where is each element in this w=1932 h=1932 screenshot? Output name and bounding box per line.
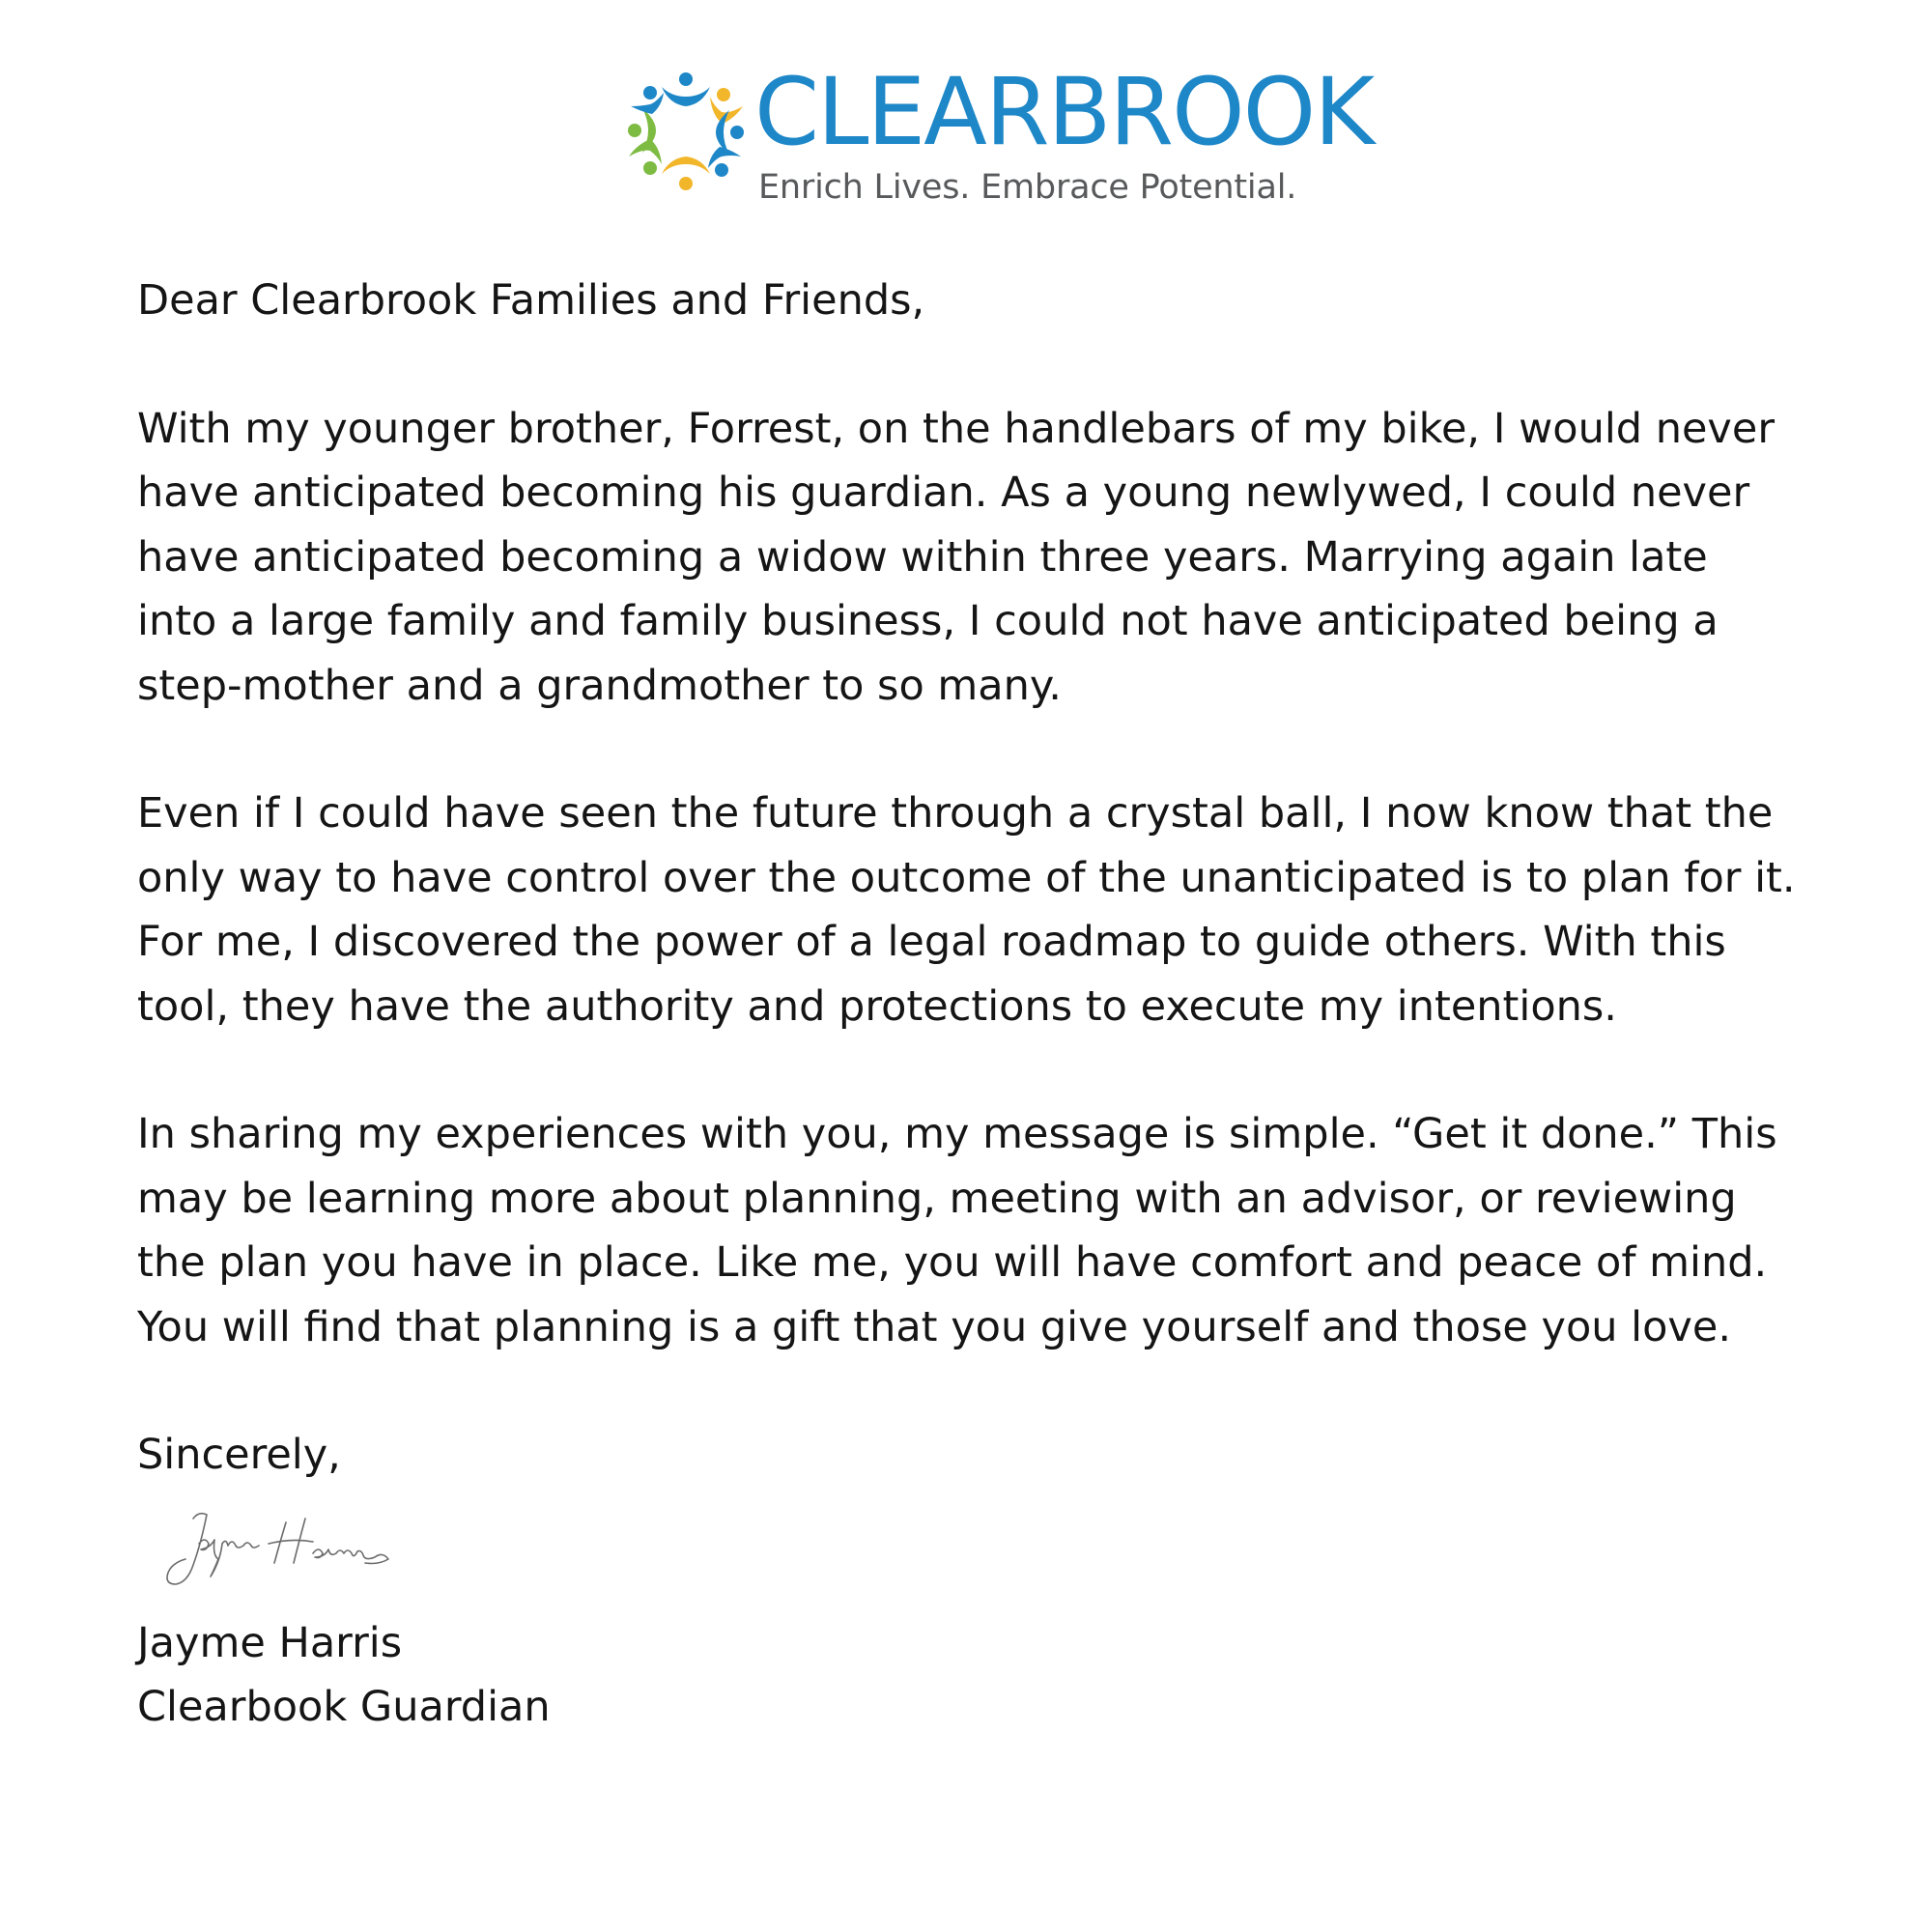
signer-name: Jayme Harris bbox=[137, 1618, 403, 1667]
people-circle-logo-icon bbox=[623, 68, 749, 193]
paragraph-3: In sharing my experiences with you, my message is simple. “Get it done.” This may be learning more about planning, meeting with an advisor, or reviewing the plan you have in place. Like me, you will have comfort and peace of mind. You will find that planning is a gift that you give yourself and those you love. bbox=[137, 1110, 1777, 1351]
brand-name: CLEARBROOK bbox=[754, 58, 1374, 166]
signer-title: Clearbook Guardian bbox=[137, 1683, 551, 1731]
brand-tagline: Enrich Lives. Embrace Potential. bbox=[758, 168, 1297, 207]
closing: Sincerely, bbox=[137, 1431, 341, 1479]
letterhead bbox=[623, 58, 1374, 207]
paragraph-1: With my younger brother, Forrest, on the handlebars of my bike, I would never have anticipated becoming his guardian. As a young newlywed, I could never have anticipated becoming a widow within three years. Marrying again late into a large family and family business, I could not have anticipated being a step-mother and a grandmother to so many. bbox=[137, 404, 1776, 710]
salutation: Dear Clearbrook Families and Friends, bbox=[137, 276, 925, 325]
paragraph-2: Even if I could have seen the future through a crystal ball, I now know that the only way to have control over the outcome of the unanticipated is to plan for it. For me, I discovered the power of a legal roadmap to guide others. With this tool, they have the authority and protections to execute my intentions. bbox=[137, 789, 1796, 1031]
handwritten-signature bbox=[151, 1505, 402, 1598]
letter-body bbox=[137, 269, 1799, 1740]
